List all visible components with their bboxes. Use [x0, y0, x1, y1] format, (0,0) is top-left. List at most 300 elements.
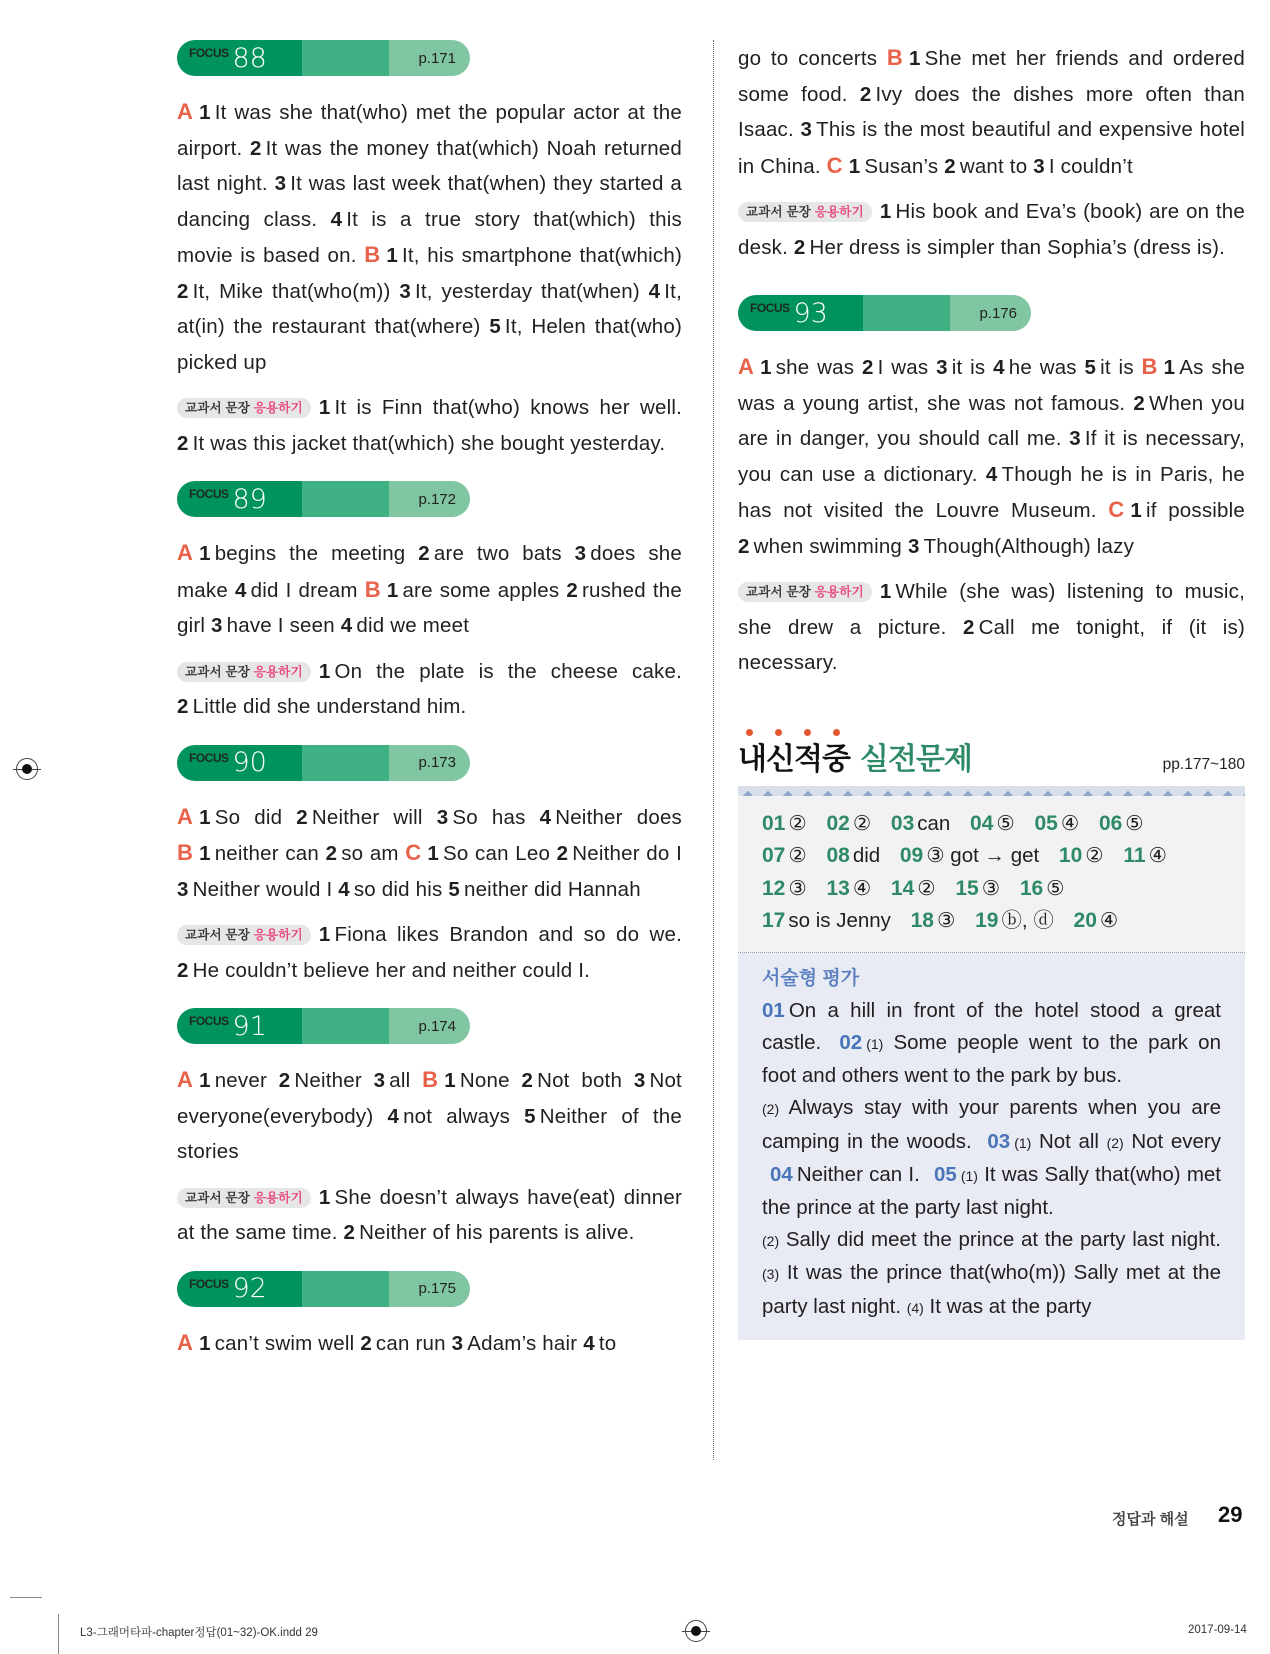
focus-label-segment [177, 745, 302, 781]
tag-plain: 교과서 문장 [746, 205, 812, 219]
mc-answer [826, 877, 871, 900]
item-number: 4 [985, 462, 998, 486]
answer-text: Her dress is simpler than Sophia’s (dress is). [809, 235, 1226, 259]
answer-text: Though(Although) lazy [923, 534, 1135, 558]
answer-value: did [852, 844, 881, 867]
focus-page-ref: p.172 [389, 481, 470, 517]
question-number: 13 [826, 876, 850, 900]
section-letter: A [738, 354, 755, 379]
column-divider [713, 40, 714, 1460]
answer-text: Neither of his parents is alive. [359, 1221, 635, 1244]
question-number: 10 [1058, 844, 1083, 867]
question-number: 04 [970, 811, 994, 835]
section-letter: B [886, 45, 903, 70]
answer-text: Fiona likes Brandon and so do we. [334, 923, 682, 946]
section-letter: B [177, 840, 194, 865]
answer-value: ④ [1060, 811, 1080, 835]
sub-item-marker: (2) [762, 1233, 780, 1250]
section-letter: A [177, 1067, 194, 1092]
answer-text: This is the most beautiful and expensive hotel in China. [738, 118, 1245, 178]
answer-paragraph [738, 194, 1245, 265]
answer-value: ⑤ [996, 811, 1015, 835]
item-number: 4 [648, 279, 661, 303]
slug-filename: L3-그래머타파-chapter정답(01~32)-OK.indd 29 [80, 1627, 318, 1639]
section-letter: A [177, 99, 194, 124]
focus-word: FOCUS [189, 46, 229, 60]
question-number: 09 [899, 844, 924, 867]
tag-highlight: 응용하기 [253, 1190, 303, 1205]
exam-title-green: 실전문제 [859, 742, 972, 776]
answer-text: His book and Eva’s (book) are on the desk. [738, 200, 1245, 259]
answer-text: rushed the girl [177, 578, 683, 637]
mc-answer [826, 844, 880, 867]
item-number: 4 [235, 578, 247, 602]
item-number: 3 [211, 614, 223, 637]
mc-answer [900, 844, 1039, 867]
focus-number: 88 [232, 42, 267, 74]
item-number: 2 [859, 82, 872, 106]
answer-value: ② [788, 844, 807, 867]
question-number: 06 [1098, 811, 1123, 835]
item-number: 1 [1163, 356, 1176, 379]
mc-answer [1034, 812, 1079, 835]
answer-text: It, Helen that(who) picked up [177, 315, 682, 374]
item-number: 5 [1084, 356, 1097, 379]
answer-text: she was [775, 356, 855, 379]
question-number: 15 [955, 876, 979, 900]
answer-text: are some apples [402, 578, 560, 602]
question-number: 01 [762, 998, 785, 1022]
answer-text: Neither do I [572, 842, 682, 865]
item-number: 2 [738, 534, 750, 558]
answer-text: Susan’s [864, 154, 939, 178]
focus-bar-middle [863, 295, 950, 331]
answer-text: It is Finn that(who) knows her well. [334, 396, 682, 419]
mc-answer [762, 909, 891, 932]
focus-header [177, 1008, 470, 1044]
answer-text: On the plate is the cheese cake. [334, 659, 682, 683]
section-letter: A [177, 1329, 194, 1355]
answer-paragraph [177, 799, 682, 908]
mc-answer [1020, 877, 1065, 900]
tag-highlight: 응용하기 [253, 401, 303, 415]
answer-value: ④ [1148, 844, 1167, 867]
question-number: 03 [987, 1129, 1011, 1153]
answer-value: ③ [936, 909, 956, 932]
item-number: 3 [436, 805, 449, 829]
item-number: 5 [448, 877, 460, 901]
answer-value: ④ [1099, 909, 1119, 932]
focus-section-92 [177, 1271, 682, 1362]
item-number: 1 [199, 101, 211, 124]
mc-answer [1074, 909, 1119, 932]
answer-value: ④ [852, 876, 872, 900]
answer-text: neither did Hannah [463, 877, 641, 901]
registration-mark-icon [16, 758, 38, 780]
focus-section-92-continued [738, 40, 1245, 265]
question-number: 16 [1019, 876, 1044, 900]
focus-word: FOCUS [750, 301, 790, 315]
answer-text: did I dream [250, 578, 358, 602]
focus-section-91 [177, 1008, 682, 1251]
registration-mark-icon [685, 1620, 707, 1642]
question-number: 20 [1073, 909, 1097, 932]
section-letter: A [177, 803, 194, 829]
item-number: 1 [199, 842, 211, 865]
exam-section [738, 729, 1245, 1340]
answer-text: are two bats [433, 542, 562, 565]
focus-label-segment [177, 40, 302, 76]
item-number: 2 [861, 356, 874, 379]
answer-text: It was Sally that(who) met the prince at the party last night. [762, 1162, 1222, 1219]
answer-text: If it is necessary, you can use a dictionary. [738, 427, 1245, 486]
mc-answer [762, 877, 807, 900]
section-letter: B [422, 1067, 439, 1092]
item-number: 5 [524, 1104, 536, 1128]
answer-text: can run [375, 1331, 446, 1355]
textbook-sentence-tag [177, 925, 311, 945]
focus-number: 93 [793, 297, 828, 329]
item-number: 1 [908, 47, 921, 70]
item-number: 2 [278, 1069, 291, 1092]
answer-text: It, at(in) the restaurant that(where) [177, 279, 682, 338]
item-number: 1 [318, 1185, 331, 1209]
answer-text: it is [951, 356, 986, 379]
question-number: 14 [890, 876, 915, 900]
textbook-sentence-tag [177, 398, 311, 418]
item-number: 2 [1133, 391, 1145, 415]
mc-answer [955, 877, 1000, 900]
focus-number: 92 [232, 1273, 267, 1304]
focus-word: FOCUS [189, 750, 229, 765]
focus-header [177, 745, 470, 781]
tag-plain: 교과서 문장 [185, 1190, 251, 1205]
item-number: 2 [325, 842, 338, 865]
mc-answer [762, 844, 807, 867]
essay-title: 서술형 평가 [762, 967, 860, 989]
answer-text: It, his smartphone that(which) [401, 244, 682, 267]
answer-value: ⑤ [1046, 876, 1065, 900]
answer-text: She met her friends and ordered some food. [738, 47, 1245, 106]
item-number: 4 [387, 1104, 400, 1128]
item-number: 3 [274, 172, 287, 195]
tag-highlight: 응용하기 [814, 585, 864, 599]
answer-paragraph [177, 654, 682, 725]
question-number: 19 [975, 909, 999, 932]
answer-text: neither can [214, 842, 320, 865]
answer-text: Not every [1131, 1129, 1221, 1153]
answer-text: Neither of the stories [177, 1104, 682, 1163]
item-number: 2 [360, 1331, 372, 1355]
mc-answer [762, 812, 807, 835]
answer-text: She doesn’t always have(eat) dinner at the same time. [177, 1185, 682, 1244]
focus-bar-middle [302, 40, 389, 76]
sub-item-marker: (1) [960, 1167, 978, 1184]
focus-bar-middle [302, 745, 389, 781]
answer-value: ② [1085, 844, 1104, 867]
sub-item-marker: (1) [866, 1035, 884, 1052]
item-number: 3 [800, 118, 813, 141]
answer-text: It is a true story that(which) this movie is based on. [177, 207, 682, 267]
answer-text: It was at the party [929, 1294, 1092, 1318]
answer-text: Neither can I. [796, 1162, 920, 1186]
exam-title-text [738, 734, 972, 778]
answer-text: when swimming [753, 534, 903, 558]
focus-page-ref: p.176 [950, 295, 1031, 331]
answer-text: Though he is in Paris, he has not visited the Louvre Museum. [738, 462, 1245, 522]
answer-text: It was the prince that(who(m)) Sally met at the party last night. [762, 1261, 1221, 1318]
mc-answer [891, 877, 936, 900]
textbook-sentence-tag [177, 662, 311, 682]
answer-text: never [214, 1069, 267, 1092]
item-number: 1 [199, 542, 211, 565]
answer-text: have I seen [226, 614, 335, 637]
item-number: 2 [566, 578, 578, 602]
exam-page-range: pp.177~180 [1162, 755, 1245, 773]
section-letter: B [364, 576, 381, 602]
item-number: 4 [330, 207, 343, 231]
question-number: 17 [762, 909, 786, 932]
item-number: 2 [250, 136, 262, 160]
item-number: 2 [343, 1221, 356, 1244]
item-number: 2 [177, 695, 189, 718]
answer-text: Adam’s hair [467, 1331, 578, 1355]
section-letter: B [1141, 354, 1158, 379]
answer-text: Little did she understand him. [192, 695, 467, 718]
question-number: 05 [1034, 811, 1058, 835]
answer-text: Call me tonight, if (it is) necessary. [738, 615, 1246, 674]
answer-paragraph [738, 40, 1245, 184]
answer-paragraph [738, 574, 1245, 681]
answer-text: not always [403, 1104, 511, 1128]
focus-section-93 [738, 295, 1245, 681]
tag-highlight: 응용하기 [814, 205, 864, 219]
answer-value: ⑤ [1125, 811, 1144, 835]
answer-value: ③ [788, 876, 807, 900]
sub-item-marker: (2) [1106, 1134, 1124, 1151]
answer-text: It was she that(who) met the popular actor at the airport. [177, 101, 682, 160]
question-number: 01 [762, 811, 786, 835]
answer-value: ③ got → get [926, 844, 1040, 867]
focus-word: FOCUS [189, 1276, 229, 1291]
question-number: 07 [762, 844, 786, 867]
item-number: 1 [879, 200, 892, 223]
exam-title-black: 내신적중 [738, 742, 850, 776]
mc-answer [970, 812, 1015, 835]
focus-header [177, 1271, 470, 1307]
focus-section-88 [177, 40, 682, 461]
exam-title [738, 734, 1245, 778]
answer-text: It was the money that(which) Noah returned last night. [177, 136, 682, 195]
answer-paragraph [177, 390, 682, 461]
mc-answer [1059, 844, 1104, 867]
section-letter: B [364, 242, 381, 267]
answer-value: ② [917, 876, 936, 900]
sub-item-marker: (1) [1014, 1134, 1032, 1151]
section-letter: C [405, 840, 422, 865]
question-number: 04 [770, 1162, 793, 1186]
focus-label-segment [738, 295, 863, 331]
item-number: 3 [373, 1069, 386, 1092]
item-number: 1 [318, 396, 331, 419]
textbook-sentence-tag [738, 582, 872, 602]
tag-plain: 교과서 문장 [746, 585, 812, 599]
answer-text: all [389, 1069, 411, 1092]
question-number: 02 [826, 811, 850, 835]
tag-highlight: 응용하기 [253, 664, 303, 679]
item-number: 2 [418, 542, 430, 565]
essay-body [762, 995, 1221, 1324]
left-column [177, 40, 682, 1371]
footer-section-label: 정답과 해설 [1112, 1511, 1189, 1528]
triangle-border [738, 786, 1245, 796]
mc-answer [1099, 812, 1144, 835]
item-number: 2 [177, 279, 189, 303]
item-number: 3 [451, 1331, 464, 1355]
item-number: 3 [399, 279, 412, 303]
right-column [738, 40, 1245, 1340]
item-number: 2 [556, 842, 569, 865]
answer-text: Ivy does the dishes more often than Isaac. [738, 82, 1246, 141]
item-number: 1 [386, 244, 398, 267]
mc-answer [975, 909, 1054, 932]
question-number: 18 [910, 909, 934, 932]
essay-answers [738, 952, 1245, 1340]
item-number: 1 [427, 842, 439, 865]
focus-label-segment [177, 1008, 302, 1044]
answer-text: go to concerts [738, 47, 878, 70]
section-letter: C [1108, 497, 1125, 522]
slug-date: 2017-09-14 [1188, 1624, 1247, 1636]
focus-section-89 [177, 481, 682, 725]
page-number: 29 [1218, 1502, 1243, 1527]
item-number: 1 [318, 659, 331, 683]
mc-answer [826, 812, 871, 835]
section-letter: A [177, 540, 194, 565]
answer-text: It was this jacket that(which) she bought yesterday. [192, 431, 666, 455]
item-number: 1 [879, 580, 892, 603]
answer-text: Neither does [555, 805, 682, 829]
focus-bar-middle [302, 1008, 389, 1044]
answer-text: When you are in danger, you should call me. [738, 391, 1245, 450]
focus-bar-middle [302, 1271, 389, 1307]
answer-text: I was [877, 356, 929, 379]
item-number: 1 [848, 154, 861, 178]
answer-text: did we meet [356, 614, 470, 637]
item-number: 2 [177, 431, 189, 455]
answer-text: It, yesterday that(when) [415, 279, 640, 303]
answer-paragraph [738, 349, 1245, 564]
tag-plain: 교과서 문장 [185, 928, 251, 942]
answer-text: Not everyone(everybody) [177, 1069, 682, 1128]
textbook-sentence-tag [177, 1188, 311, 1208]
mc-answer [891, 812, 950, 835]
textbook-sentence-tag [738, 202, 872, 222]
answer-text: While (she was) listening to music, she drew a picture. [738, 580, 1245, 639]
answer-text: Sally did meet the prince at the party last night. [785, 1228, 1221, 1252]
answer-text: I couldn’t [1048, 154, 1133, 178]
item-number: 3 [907, 534, 920, 558]
answer-paragraph [177, 1325, 682, 1362]
answer-text: want to [959, 154, 1028, 178]
answer-text: Always stay with your parents when you are camping in the woods. [762, 1096, 1221, 1153]
answer-paragraph [177, 917, 682, 988]
answer-text: It, Mike that(who(m)) [192, 279, 391, 303]
item-number: 3 [177, 877, 189, 901]
answer-text: Not both [537, 1069, 623, 1092]
answer-text: does she make [177, 542, 682, 602]
question-number: 11 [1123, 844, 1146, 867]
answer-text: Neither [294, 1069, 362, 1092]
answer-text: Not all [1038, 1129, 1099, 1153]
focus-page-ref: p.173 [389, 745, 470, 781]
item-number: 4 [583, 1331, 595, 1355]
answer-value: ② [852, 811, 872, 835]
item-number: 3 [936, 356, 948, 379]
question-number: 08 [826, 844, 850, 867]
multiple-choice-answers [738, 796, 1245, 952]
crop-mark [58, 1614, 59, 1654]
answer-text: so am [341, 842, 399, 865]
focus-word: FOCUS [189, 1014, 229, 1028]
item-number: 4 [993, 356, 1005, 379]
focus-number: 90 [232, 747, 267, 778]
focus-header [177, 481, 470, 517]
answer-paragraph [177, 535, 682, 644]
sub-item-marker: (4) [906, 1299, 924, 1316]
answer-text: so did his [353, 877, 443, 901]
answer-value: ⓑ, ⓓ [1001, 909, 1054, 932]
item-number: 2 [177, 958, 189, 982]
focus-bar-middle [302, 481, 389, 517]
focus-number: 89 [232, 483, 267, 515]
tag-plain: 교과서 문장 [185, 664, 251, 679]
item-number: 3 [1033, 154, 1045, 178]
answer-text: So has [452, 805, 526, 829]
answer-text: On a hill in front of the hotel stood a great castle. [762, 998, 1221, 1054]
focus-header [177, 40, 470, 76]
item-number: 1 [386, 578, 399, 602]
answer-text: It was last week that(when) they started a dancing class. [177, 172, 682, 231]
item-number: 3 [574, 542, 587, 565]
answer-value: can [917, 811, 951, 835]
sub-item-marker: (3) [762, 1266, 780, 1283]
focus-section-90 [177, 745, 682, 989]
item-number: 2 [962, 615, 975, 639]
item-number: 1 [1130, 499, 1142, 522]
answer-text: to [598, 1331, 617, 1355]
focus-page-ref: p.171 [389, 40, 470, 76]
tag-highlight: 응용하기 [253, 928, 303, 942]
focus-page-ref: p.174 [389, 1008, 470, 1044]
answer-text: if possible [1145, 499, 1246, 522]
focus-label-segment [177, 1271, 302, 1307]
focus-word: FOCUS [189, 487, 229, 501]
answer-text: can’t swim well [214, 1331, 355, 1355]
question-number: 12 [762, 876, 786, 900]
answer-text: None [459, 1069, 510, 1092]
answer-text: Neither will [311, 805, 423, 829]
item-number: 5 [489, 315, 501, 338]
answer-paragraph [177, 94, 682, 380]
answer-text: So did [214, 805, 283, 829]
focus-page-ref: p.175 [389, 1271, 470, 1307]
item-number: 3 [1069, 427, 1081, 450]
item-number: 4 [539, 805, 552, 829]
item-number: 1 [444, 1069, 456, 1092]
answer-paragraph [177, 1062, 682, 1170]
item-number: 1 [318, 923, 331, 946]
